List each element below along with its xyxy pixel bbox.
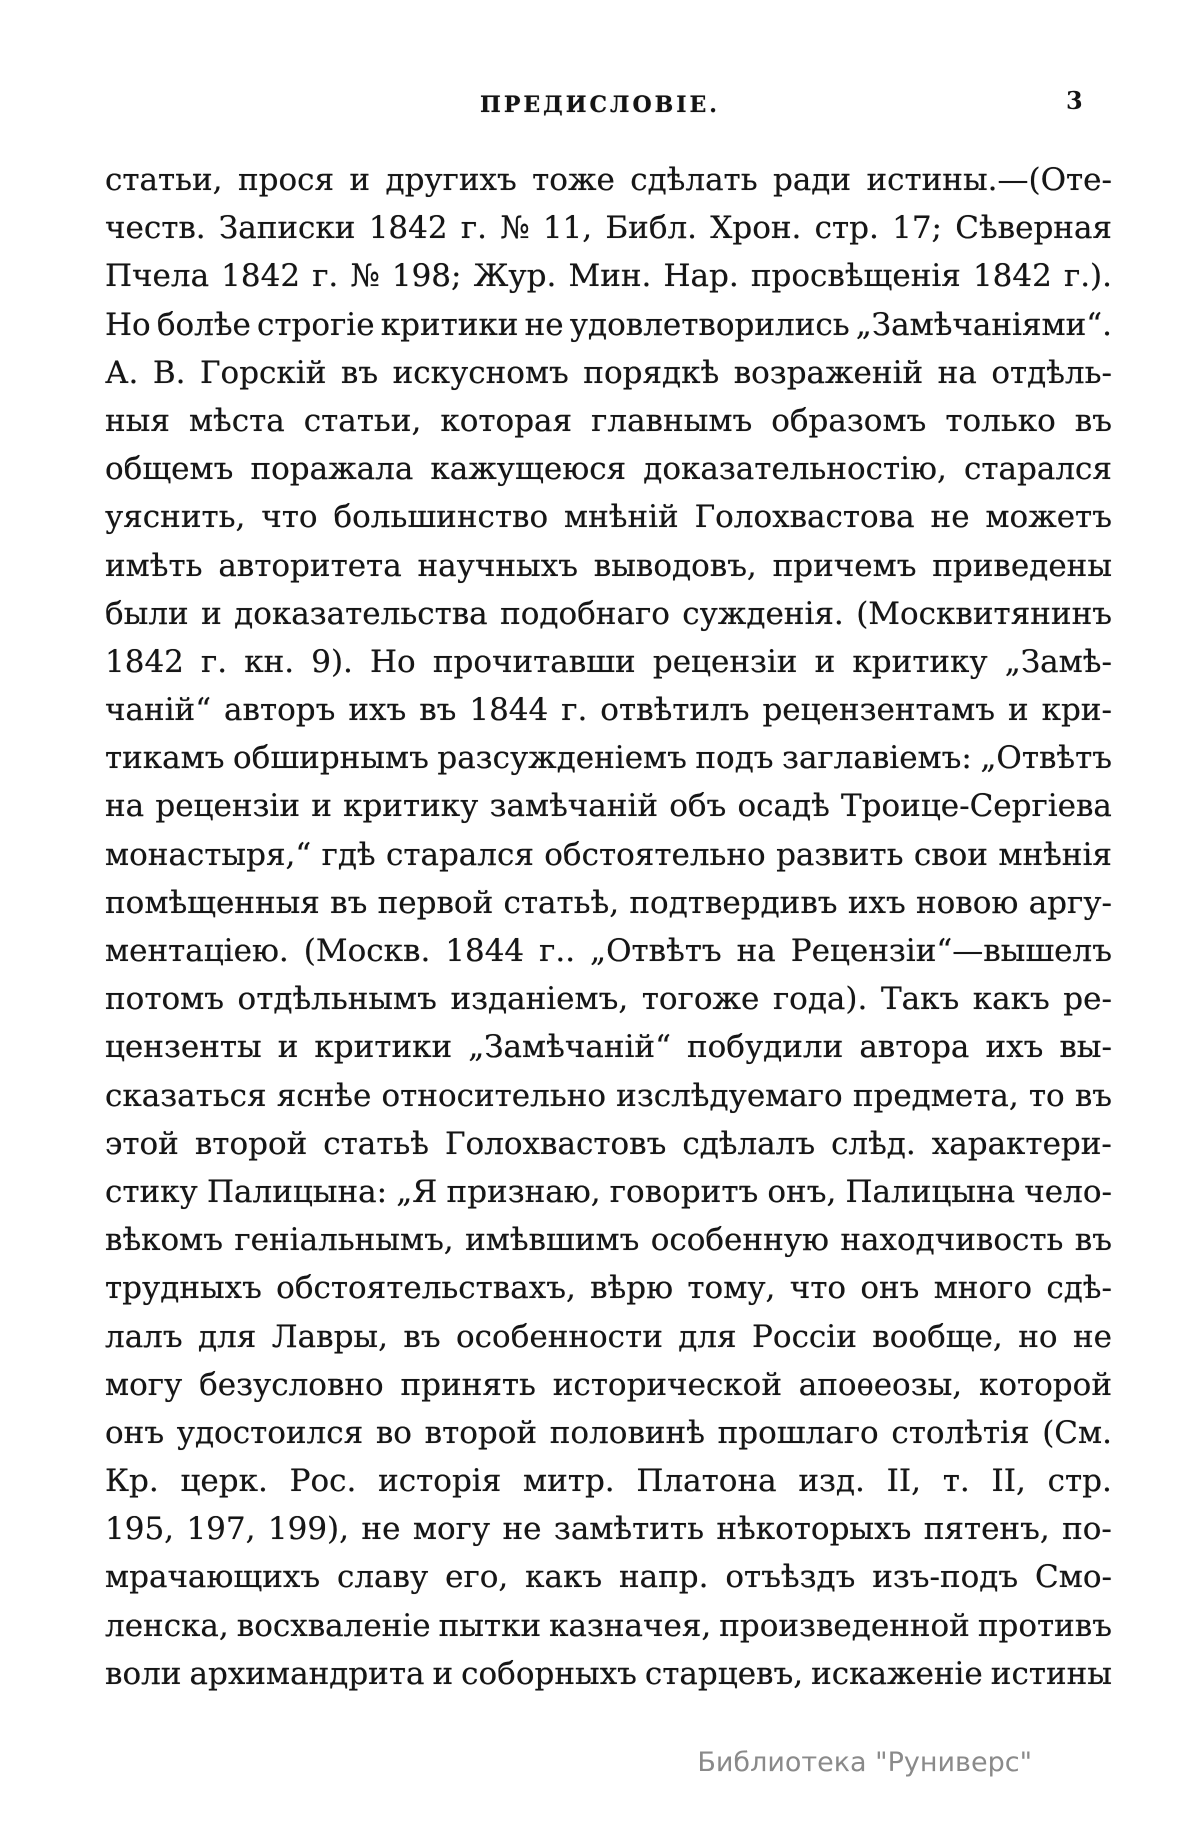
text-line: ментаціею. (Москв. 1844 г.. „Отвѣтъ на Рецензіи“—вышелъ (105, 933, 1112, 969)
text-line: воли архимандрита и соборныхъ старцевъ, искаженіе истины (105, 1655, 1112, 1692)
text-line: онъ удостоился во второй половинѣ прошлаго столѣтія (См. (105, 1414, 1112, 1451)
body-text-block (105, 156, 1112, 1698)
library-watermark: Библиотека "Руниверс" (697, 1747, 1032, 1778)
text-line: могу безусловно принять исторической апоѳеозы, которой (105, 1366, 1112, 1403)
text-line: лалъ для Лавры, въ особенности для Россіи вообще, но не (105, 1318, 1112, 1355)
text-line: стику Палицына: „Я признаю, говоритъ онъ, Палицына чело- (105, 1173, 1112, 1210)
text-line: трудныхъ обстоятельствахъ, вѣрю тому, что онъ много сдѣ- (105, 1270, 1112, 1307)
text-line: чаній“ авторъ ихъ въ 1844 г. отвѣтилъ рецензентамъ и кри- (105, 692, 1112, 729)
text-line: тикамъ обширнымъ разсужденіемъ подъ заглавіемъ: „Отвѣтъ (105, 740, 1112, 777)
text-line: честв. Записки 1842 г. № 11, Библ. Хрон. стр. 17; Сѣверная (105, 210, 1112, 247)
text-line: Кр. церк. Рос. исторія митр. Платона изд. II, т. II, стр. (105, 1463, 1112, 1500)
text-line: имѣть авторитета научныхъ выводовъ, причемъ приведены (105, 547, 1112, 584)
text-line: монастыря,“ гдѣ старался обстоятельно развить свои мнѣнія (105, 836, 1112, 873)
text-line: ныя мѣста статьи, которая главнымъ образомъ только въ (105, 402, 1112, 439)
text-line: этой второй статьѣ Голохвастовъ сдѣлалъ слѣд. характери- (105, 1125, 1112, 1162)
text-line: ленска, восхваленіе пытки казначея, произведенной противъ (105, 1607, 1112, 1644)
text-line: 195, 197, 199), не могу не замѣтить нѣкоторыхъ пятенъ, по- (105, 1511, 1112, 1548)
text-line: статьи, прося и другихъ тоже сдѣлать ради истины.—(Оте- (105, 162, 1112, 198)
text-line: уяснить, что большинство мнѣній Голохвастова не можетъ (105, 499, 1112, 536)
text-line: были и доказательства подобнаго сужденія. (Москвитянинъ (105, 595, 1112, 632)
text-line: А. В. Горскій въ искусномъ порядкѣ возраженій на отдѣль- (105, 354, 1112, 391)
text-line: сказаться яснѣе относительно изслѣдуемаго предмета, то въ (105, 1077, 1112, 1114)
text-line: 1842 г. кн. 9). Но прочитавши рецензіи и критику „Замѣ- (105, 643, 1112, 680)
running-title: ПРЕДИСЛОВІЕ. (480, 92, 720, 118)
text-line: Но болѣе строгіе критики не удовлетворились „Замѣчаніями“. (105, 306, 1112, 343)
text-line: Пчела 1842 г. № 198; Жур. Мин. Нар. просвѣщенія 1842 г.). (105, 258, 1112, 295)
text-line: общемъ поражала кажущеюся доказательностію, старался (105, 451, 1112, 488)
page-number: 3 (1066, 86, 1083, 115)
text-line: вѣкомъ геніальнымъ, имѣвшимъ особенную находчивость въ (105, 1222, 1112, 1259)
text-line: мрачающихъ славу его, какъ напр. отъѣздъ изъ-подъ Смо- (105, 1559, 1112, 1596)
text-line: цензенты и критики „Замѣчаній“ побудили автора ихъ вы- (105, 1029, 1112, 1066)
text-line: помѣщенныя въ первой статьѣ, подтвердивъ ихъ новою аргу- (105, 884, 1112, 921)
text-line: потомъ отдѣльнымъ изданіемъ, тогоже года). Такъ какъ ре- (105, 981, 1112, 1018)
text-line: на рецензіи и критику замѣчаній объ осадѣ Троице-Сергіева (105, 788, 1112, 825)
